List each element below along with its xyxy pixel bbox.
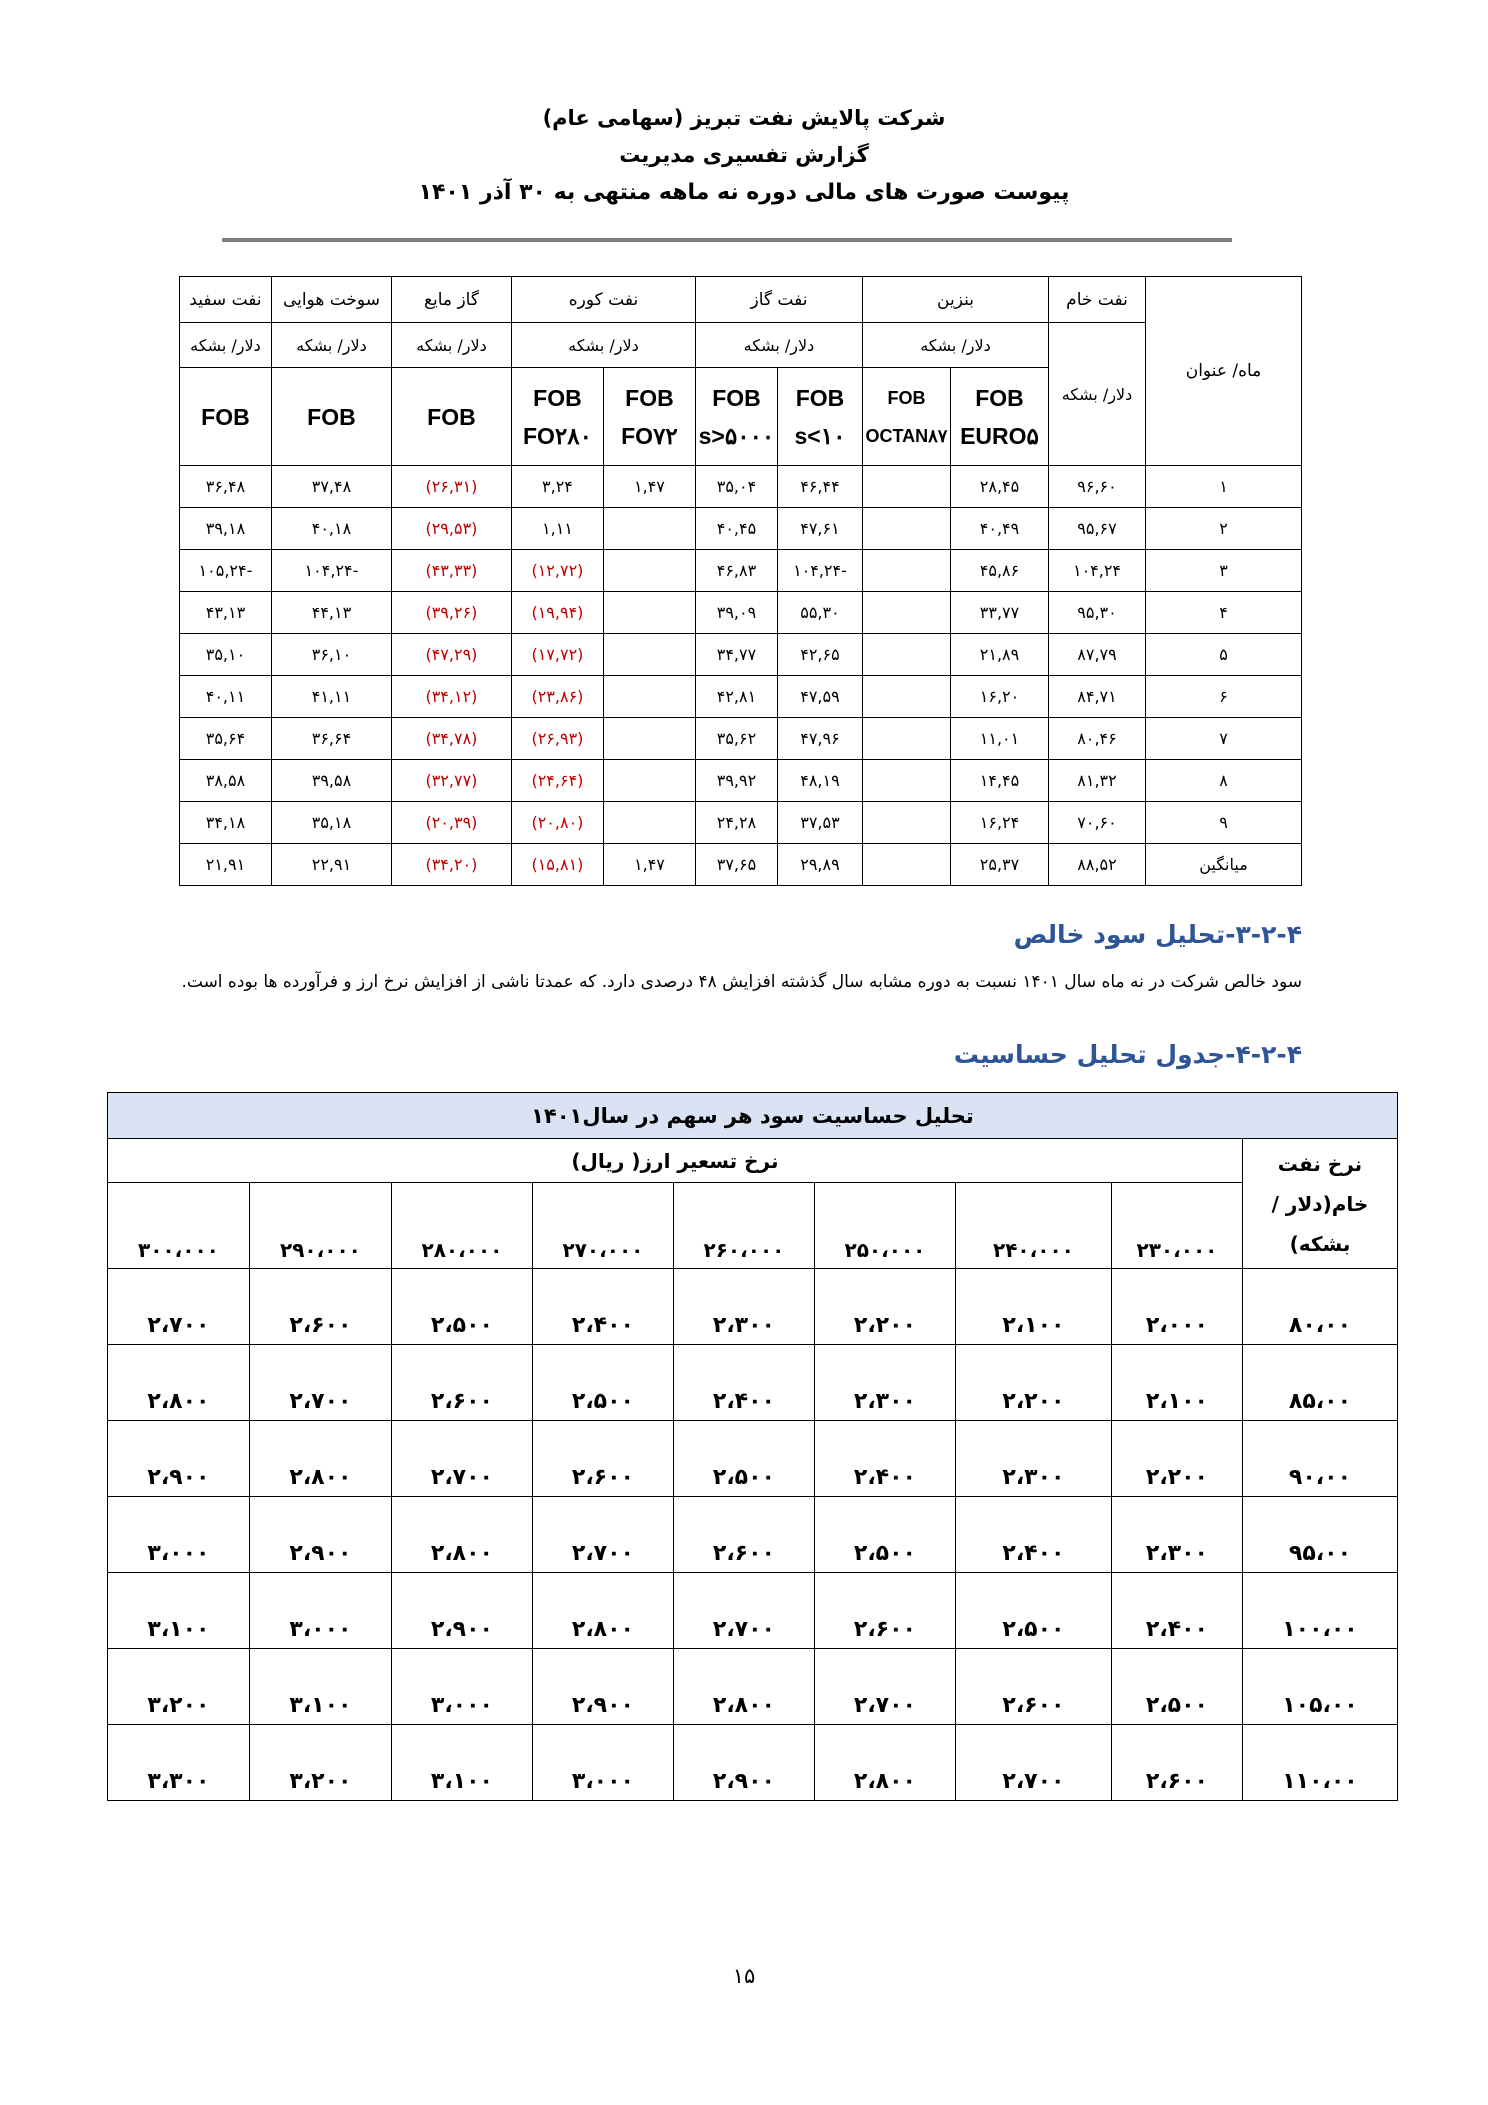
cell-euro5: ۱۴,۴۵ (950, 760, 1048, 802)
cell-lpg: (۳۲,۷۷) (391, 760, 511, 802)
section-net-profit-title: ۳-۲-۴-تحلیل سود خالص (1013, 920, 1302, 949)
eps-value: ۲،۵۰۰ (955, 1573, 1111, 1649)
cell-crude: ۸۴,۷۱ (1049, 676, 1146, 718)
unit-white-oil: دلار/ بشکه (179, 323, 271, 368)
eps-value: ۲،۴۰۰ (673, 1345, 814, 1421)
table-row (179, 592, 1301, 634)
sensitivity-table (107, 1092, 1398, 1801)
eps-value: ۲،۴۰۰ (955, 1497, 1111, 1573)
cell-fo280: ۱,۱۱ (511, 508, 603, 550)
eps-value: ۳،۱۰۰ (391, 1725, 532, 1801)
eps-value: ۲،۴۰۰ (1111, 1573, 1242, 1649)
cell-s5000: ۳۷,۶۵ (695, 844, 777, 886)
rate-column-header: ۲۵۰،۰۰۰ (814, 1183, 955, 1269)
cell-euro5: ۴۵,۸۶ (950, 550, 1048, 592)
cell-white: ۲۱,۹۱ (179, 844, 271, 886)
cell-fo280: (۲۰,۸۰) (511, 802, 603, 844)
eps-value: ۲،۷۰۰ (532, 1497, 673, 1573)
cell-octan87 (862, 718, 950, 760)
cell-label: ۲ (1146, 508, 1302, 550)
eps-value: ۲،۸۰۰ (391, 1497, 532, 1573)
cell-euro5: ۲۸,۴۵ (950, 466, 1048, 508)
eps-value: ۲،۲۰۰ (955, 1345, 1111, 1421)
eps-value: ۲،۴۰۰ (532, 1269, 673, 1345)
table-row (179, 718, 1301, 760)
sensitivity-row (107, 1497, 1397, 1573)
cell-label: ۳ (1146, 550, 1302, 592)
sub-gasoil-s5000: FOB s>۵۰۰۰ (695, 368, 777, 466)
cell-crude: ۹۵,۳۰ (1049, 592, 1146, 634)
eps-value: ۲،۳۰۰ (1111, 1497, 1242, 1573)
cell-jet: ۳۶,۱۰ (271, 634, 391, 676)
rate-column-header: ۲۹۰،۰۰۰ (249, 1183, 391, 1269)
cell-fo280: ۳,۲۴ (511, 466, 603, 508)
cell-fo72 (603, 550, 695, 592)
eps-value: ۲،۷۰۰ (673, 1573, 814, 1649)
eps-value: ۲،۵۰۰ (814, 1497, 955, 1573)
cell-white: ۳۴,۱۸ (179, 802, 271, 844)
eps-value: ۲،۶۰۰ (814, 1573, 955, 1649)
cell-s5000: ۳۵,۰۴ (695, 466, 777, 508)
net-profit-text: سود خالص شرکت در نه ماه سال ۱۴۰۱ نسبت به دوره مشابه سال گذشته افزایش ۴۸ درصدی دارد. که عمدتا ناشی از افزایش نرخ ارز و فرآورده ها بوده است. (181, 972, 1302, 992)
company-name: شرکت پالایش نفت تبریز (سهامی عام) (542, 106, 946, 130)
table-row (179, 466, 1301, 508)
eps-value: ۲،۶۰۰ (249, 1269, 391, 1345)
rate-header: نرخ تسعیر ارز( ریال) (107, 1139, 1242, 1183)
cell-fo72 (603, 508, 695, 550)
rate-column-header: ۲۸۰،۰۰۰ (391, 1183, 532, 1269)
cell-s5000: ۳۵,۶۲ (695, 718, 777, 760)
oil-price: ۱۰۵،۰۰ (1242, 1649, 1397, 1725)
cell-s5000: ۴۰,۴۵ (695, 508, 777, 550)
sensitivity-table-container (108, 1092, 1398, 1801)
cell-octan87 (862, 592, 950, 634)
table-row (179, 760, 1301, 802)
cell-fo72: ۱,۴۷ (603, 844, 695, 886)
group-fuel-oil: نفت کوره (511, 277, 695, 323)
cell-octan87 (862, 844, 950, 886)
cell-s5000: ۳۴,۷۷ (695, 634, 777, 676)
cell-lpg: (۲۰,۳۹) (391, 802, 511, 844)
cell-jet: ۲۲,۹۱ (271, 844, 391, 886)
cell-octan87 (862, 634, 950, 676)
cell-white: ۳۵,۱۰ (179, 634, 271, 676)
eps-value: ۲،۶۰۰ (391, 1345, 532, 1421)
group-crude: نفت خام (1049, 277, 1146, 323)
sensitivity-row (107, 1269, 1397, 1345)
cell-lpg: (۳۴,۲۰) (391, 844, 511, 886)
sub-white-oil: FOB (179, 368, 271, 466)
cell-octan87 (862, 802, 950, 844)
cell-fo280: (۱۵,۸۱) (511, 844, 603, 886)
cell-lpg: (۴۳,۳۳) (391, 550, 511, 592)
cell-fo280: (۱۹,۹۴) (511, 592, 603, 634)
unit-fuel-oil: دلار/ بشکه (511, 323, 695, 368)
eps-value: ۲،۲۰۰ (1111, 1421, 1242, 1497)
cell-lpg: (۲۶,۳۱) (391, 466, 511, 508)
group-jet-fuel: سوخت هوایی (271, 277, 391, 323)
sensitivity-title: تحلیل حساسیت سود هر سهم در سال۱۴۰۱ (107, 1093, 1397, 1139)
cell-fo280: (۲۳,۸۶) (511, 676, 603, 718)
sub-euro5: FOB EURO۵ (950, 368, 1048, 466)
cell-euro5: ۲۵,۳۷ (950, 844, 1048, 886)
cell-white: ۳۶,۴۸ (179, 466, 271, 508)
cell-octan87 (862, 508, 950, 550)
cell-crude: ۸۱,۳۲ (1049, 760, 1146, 802)
price-table-container (180, 276, 1302, 888)
cell-white: ۳۸,۵۸ (179, 760, 271, 802)
cell-jet: ۳۹,۵۸ (271, 760, 391, 802)
eps-value: ۳،۱۰۰ (249, 1649, 391, 1725)
oil-price: ۱۱۰،۰۰ (1242, 1725, 1397, 1801)
cell-jet: ۴۴,۱۳ (271, 592, 391, 634)
cell-s10: ۴۷,۶۱ (777, 508, 862, 550)
eps-value: ۲،۱۰۰ (1111, 1345, 1242, 1421)
eps-value: ۲،۹۰۰ (107, 1421, 249, 1497)
group-white-oil: نفت سفید (179, 277, 271, 323)
eps-value: ۲،۵۰۰ (391, 1269, 532, 1345)
eps-value: ۲،۶۰۰ (955, 1649, 1111, 1725)
section-sensitivity-title: ۴-۲-۴-جدول تحلیل حساسیت (953, 1040, 1302, 1069)
rate-column-header: ۳۰۰،۰۰۰ (107, 1183, 249, 1269)
eps-value: ۲،۵۰۰ (532, 1345, 673, 1421)
rate-column-header: ۲۴۰،۰۰۰ (955, 1183, 1111, 1269)
table-row (179, 634, 1301, 676)
eps-value: ۲،۹۰۰ (673, 1725, 814, 1801)
cell-octan87 (862, 760, 950, 802)
cell-euro5: ۲۱,۸۹ (950, 634, 1048, 676)
cell-lpg: (۳۴,۱۲) (391, 676, 511, 718)
sub-octan87: FOB OCTAN۸۷ (862, 368, 950, 466)
cell-euro5: ۴۰,۴۹ (950, 508, 1048, 550)
cell-euro5: ۱۱,۰۱ (950, 718, 1048, 760)
cell-s10: ۳۷,۵۳ (777, 802, 862, 844)
cell-s10: ۴۷,۵۹ (777, 676, 862, 718)
cell-crude: ۱۰۴,۲۴ (1049, 550, 1146, 592)
cell-lpg: (۴۷,۲۹) (391, 634, 511, 676)
eps-value: ۲،۸۰۰ (107, 1345, 249, 1421)
eps-value: ۳،۲۰۰ (249, 1725, 391, 1801)
eps-value: ۲،۶۰۰ (532, 1421, 673, 1497)
cell-lpg: (۳۹,۲۶) (391, 592, 511, 634)
table-row (179, 508, 1301, 550)
cell-octan87 (862, 550, 950, 592)
cell-crude: ۸۸,۵۲ (1049, 844, 1146, 886)
cell-jet: ۳۵,۱۸ (271, 802, 391, 844)
cell-white: ۴۰,۱۱ (179, 676, 271, 718)
cell-label: ۸ (1146, 760, 1302, 802)
cell-fo280: (۲۴,۶۴) (511, 760, 603, 802)
eps-value: ۲،۲۰۰ (814, 1269, 955, 1345)
eps-value: ۲،۱۰۰ (955, 1269, 1111, 1345)
eps-value: ۲،۷۰۰ (391, 1421, 532, 1497)
cell-fo280: (۱۲,۷۲) (511, 550, 603, 592)
cell-fo280: (۱۷,۷۲) (511, 634, 603, 676)
cell-fo72: ۱,۴۷ (603, 466, 695, 508)
eps-value: ۲،۹۰۰ (391, 1573, 532, 1649)
eps-value: ۲،۸۰۰ (249, 1421, 391, 1497)
eps-value: ۲،۳۰۰ (673, 1269, 814, 1345)
cell-octan87 (862, 466, 950, 508)
cell-s10: ۱۰۴,۲۴- (777, 550, 862, 592)
cell-label: ۴ (1146, 592, 1302, 634)
eps-value: ۲،۳۰۰ (814, 1345, 955, 1421)
oil-price: ۸۵،۰۰ (1242, 1345, 1397, 1421)
oil-price: ۹۵،۰۰ (1242, 1497, 1397, 1573)
unit-lpg: دلار/ بشکه (391, 323, 511, 368)
eps-value: ۳،۰۰۰ (532, 1725, 673, 1801)
period-title: پیوست صورت های مالی دوره نه ماهه منتهی به ۳۰ آذر ۱۴۰۱ (418, 180, 1070, 205)
row-header: ماه/ عنوان (1146, 277, 1302, 466)
eps-value: ۳،۲۰۰ (107, 1649, 249, 1725)
eps-value: ۲،۶۰۰ (673, 1497, 814, 1573)
sensitivity-row (107, 1573, 1397, 1649)
eps-value: ۲،۵۰۰ (1111, 1649, 1242, 1725)
table-row (179, 844, 1301, 886)
report-title: گزارش تفسیری مدیریت (619, 143, 869, 167)
cell-white: ۳۵,۶۴ (179, 718, 271, 760)
cell-jet: ۴۱,۱۱ (271, 676, 391, 718)
rate-column-header: ۲۷۰،۰۰۰ (532, 1183, 673, 1269)
eps-value: ۳،۰۰۰ (107, 1497, 249, 1573)
cell-jet: ۳۶,۶۴ (271, 718, 391, 760)
oil-header: نرخ نفت خام(دلار /بشکه) (1242, 1139, 1397, 1269)
cell-fo280: (۲۶,۹۳) (511, 718, 603, 760)
cell-label: ۶ (1146, 676, 1302, 718)
cell-s10: ۵۵,۳۰ (777, 592, 862, 634)
group-gasoil: نفت گاز (695, 277, 862, 323)
cell-s10: ۴۲,۶۵ (777, 634, 862, 676)
oil-price: ۹۰،۰۰ (1242, 1421, 1397, 1497)
cell-s10: ۴۷,۹۶ (777, 718, 862, 760)
cell-crude: ۸۰,۴۶ (1049, 718, 1146, 760)
cell-crude: ۹۵,۶۷ (1049, 508, 1146, 550)
sensitivity-row (107, 1649, 1397, 1725)
unit-gasoline: دلار/ بشکه (862, 323, 1048, 368)
sub-jet-fuel: FOB (271, 368, 391, 466)
cell-lpg: (۳۴,۷۸) (391, 718, 511, 760)
table-row (179, 802, 1301, 844)
eps-value: ۳،۳۰۰ (107, 1725, 249, 1801)
cell-s5000: ۳۹,۹۲ (695, 760, 777, 802)
eps-value: ۲،۷۰۰ (814, 1649, 955, 1725)
cell-jet: ۴۰,۱۸ (271, 508, 391, 550)
eps-value: ۲،۰۰۰ (1111, 1269, 1242, 1345)
product-price-table (179, 276, 1302, 886)
eps-value: ۲،۸۰۰ (532, 1573, 673, 1649)
page-number: ۱۵ (732, 1964, 756, 1988)
cell-s5000: ۴۲,۸۱ (695, 676, 777, 718)
cell-euro5: ۳۳,۷۷ (950, 592, 1048, 634)
header-rule (222, 238, 1232, 242)
eps-value: ۲،۹۰۰ (532, 1649, 673, 1725)
group-lpg: گاز مایع (391, 277, 511, 323)
sensitivity-row (107, 1345, 1397, 1421)
cell-euro5: ۱۶,۲۴ (950, 802, 1048, 844)
group-gasoline: بنزین (862, 277, 1048, 323)
eps-value: ۲،۸۰۰ (814, 1725, 955, 1801)
eps-value: ۲،۸۰۰ (673, 1649, 814, 1725)
cell-s5000: ۴۶,۸۳ (695, 550, 777, 592)
sensitivity-row (107, 1725, 1397, 1801)
cell-euro5: ۱۶,۲۰ (950, 676, 1048, 718)
cell-crude: ۷۰,۶۰ (1049, 802, 1146, 844)
cell-crude: ۸۷,۷۹ (1049, 634, 1146, 676)
cell-fo72 (603, 718, 695, 760)
table-row (179, 676, 1301, 718)
cell-white: ۴۳,۱۳ (179, 592, 271, 634)
cell-s5000: ۳۹,۰۹ (695, 592, 777, 634)
eps-value: ۲،۴۰۰ (814, 1421, 955, 1497)
sensitivity-row (107, 1421, 1397, 1497)
eps-value: ۳،۰۰۰ (391, 1649, 532, 1725)
oil-price: ۸۰،۰۰ (1242, 1269, 1397, 1345)
unit-crude: دلار/ بشکه (1049, 323, 1146, 466)
cell-lpg: (۲۹,۵۳) (391, 508, 511, 550)
sub-fo72: FOB FO۷۲ (603, 368, 695, 466)
eps-value: ۲،۶۰۰ (1111, 1725, 1242, 1801)
oil-price: ۱۰۰،۰۰ (1242, 1573, 1397, 1649)
eps-value: ۲،۳۰۰ (955, 1421, 1111, 1497)
eps-value: ۳،۱۰۰ (107, 1573, 249, 1649)
table-row (179, 550, 1301, 592)
rate-column-header: ۲۶۰،۰۰۰ (673, 1183, 814, 1269)
cell-s5000: ۲۴,۲۸ (695, 802, 777, 844)
sub-gasoil-s10: FOB s<۱۰ (777, 368, 862, 466)
unit-jet-fuel: دلار/ بشکه (271, 323, 391, 368)
cell-s10: ۴۸,۱۹ (777, 760, 862, 802)
sub-lpg: FOB (391, 368, 511, 466)
cell-crude: ۹۶,۶۰ (1049, 466, 1146, 508)
rate-column-header: ۲۳۰،۰۰۰ (1111, 1183, 1242, 1269)
unit-gasoil: دلار/ بشکه (695, 323, 862, 368)
cell-fo72 (603, 760, 695, 802)
eps-value: ۳،۰۰۰ (249, 1573, 391, 1649)
cell-label: ۱ (1146, 466, 1302, 508)
eps-value: ۲،۵۰۰ (673, 1421, 814, 1497)
cell-s10: ۴۶,۴۴ (777, 466, 862, 508)
cell-s10: ۲۹,۸۹ (777, 844, 862, 886)
cell-label: میانگین (1146, 844, 1302, 886)
eps-value: ۲،۷۰۰ (107, 1269, 249, 1345)
cell-octan87 (862, 676, 950, 718)
eps-value: ۲،۷۰۰ (249, 1345, 391, 1421)
cell-label: ۷ (1146, 718, 1302, 760)
cell-white: ۱۰۵,۲۴- (179, 550, 271, 592)
cell-fo72 (603, 802, 695, 844)
cell-white: ۳۹,۱۸ (179, 508, 271, 550)
eps-value: ۲،۷۰۰ (955, 1725, 1111, 1801)
cell-fo72 (603, 634, 695, 676)
cell-jet: ۳۷,۴۸ (271, 466, 391, 508)
eps-value: ۲،۹۰۰ (249, 1497, 391, 1573)
sub-fo280: FOB FO۲۸۰ (511, 368, 603, 466)
cell-label: ۵ (1146, 634, 1302, 676)
cell-label: ۹ (1146, 802, 1302, 844)
page-header (0, 100, 1488, 211)
cell-fo72 (603, 676, 695, 718)
cell-fo72 (603, 592, 695, 634)
cell-jet: ۱۰۴,۲۴- (271, 550, 391, 592)
